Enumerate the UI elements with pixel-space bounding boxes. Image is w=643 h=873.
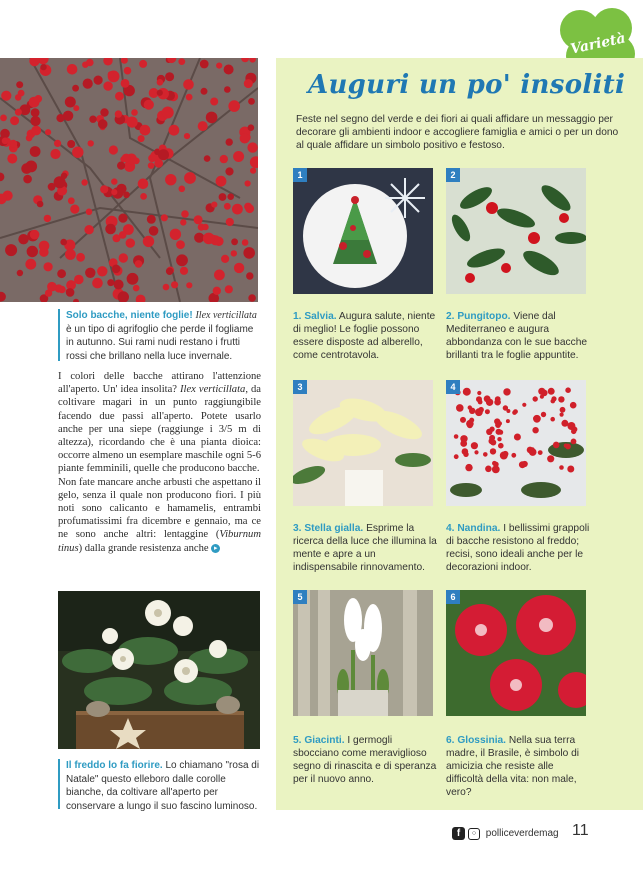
tile-pungitopo [446,168,586,294]
tile-salvia [293,168,433,294]
tile-stella-gialla [293,380,433,506]
tile-number: 5 [293,590,307,604]
tile-number: 3 [293,380,307,394]
tile-number: 1 [293,168,307,182]
tile-caption-pungitopo: 2. Pungitopo. Viene dal Mediterraneo e augura abbondanza con le sue bacche brillanti tra le foglie appuntite. [446,311,588,361]
berries-caption [66,309,262,363]
tile-caption-salvia: 1. Salvia. Augura salute, niente di meglio! Le foglie possono essere disposte ad alberello, come centrotavola. [293,311,436,361]
intro-text: Feste nel segno del verde e dei fiori ai quali affidare un messaggio per decorare gli ambienti indoor e accogliere famiglia e amici o per un dono al quale affidare un simbolo positivo e festoso. [296,114,619,152]
caption-bar [58,309,60,361]
caption-italic: Ilex verticillata [195,310,257,321]
badge-label: Varietà [569,30,627,58]
body-paragraph-1: I colori delle bacche attirano l'attenzione all'aperto. Un' idea insolita? Ilex verticillata, da coltivare magari in un punto raggiungibile facendo due passi all'aperto. Potete usarlo anche per una siepe (raggiunge i 3/5 m di altezza), ricordando che è una pianta dioica: occorre almeno un esemplare maschile ogni 5-6 piante femminili, quelle che producono bacche. [58,371,261,475]
social-handle: polliceverdemag [485,828,559,840]
footer-social [452,827,559,840]
ilex-berries-photo [0,58,258,302]
tile-number: 4 [446,380,460,394]
tile-glossinia [446,590,586,716]
article-body [58,370,261,555]
hellebore-caption [66,759,262,813]
page-title: Auguri un po' insoliti [308,70,626,100]
tile-number: 2 [446,168,460,182]
caption-bar-2 [58,759,60,809]
tile-nandina [446,380,586,506]
body-paragraph-2: Non fate mancare anche arbusti che aspettano il gelo, senza il quale non producono fiori. I più noti sono calicanto e hamamelis, entrambi profumatissimi fra dicembre e gennaio, ma ce ne sono anche altri: lentaggine (Viburnum tinus) dalla grande resistenza anche ▸ [58,476,261,554]
hellebore-photo [58,591,260,749]
facebook-icon[interactable]: f [452,827,465,840]
tile-giacinti [293,590,433,716]
tile-caption-nandina: 4. Nandina. I bellissimi grappoli di bacche resistono al freddo; recisi, sono ideali anche per le decorazioni indoor. [446,523,590,573]
instagram-icon[interactable]: ○ [468,828,480,840]
continue-arrow-icon: ▸ [211,544,220,553]
tile-caption-giacinti: 5. Giacinti. I germogli sbocciano come meraviglioso segno di rinascita e di speranza per il nuovo anno. [293,735,437,785]
tile-number: 6 [446,590,460,604]
caption2-bold: Il freddo lo fa fiorire. [66,760,163,771]
caption2-text: Lo chiamano "rosa di Natale" questo elleboro dalle corolle bianche, da coltivare all'aperto per conservare a lungo il suo fascino luminoso. [66,760,260,812]
caption-bold: Solo bacche, niente foglie! [66,310,193,321]
tile-caption-glossinia: 6. Glossinia. Nella sua terra madre, il Brasile, è simbolo di amicizia che resiste alle difficoltà della vita: non male, vero? [446,735,580,798]
caption-text: è un tipo di agrifoglio che perde il fogliame in autunno. Sui rami nudi restano i frutti rossi che brillano nella luce invernale. [66,323,254,362]
page-number: 11 [572,822,589,839]
tile-caption-stella: 3. Stella gialla. Esprime la ricerca della luce che illumina la mente e apre a un indispensabile rinnovamento. [293,523,437,573]
